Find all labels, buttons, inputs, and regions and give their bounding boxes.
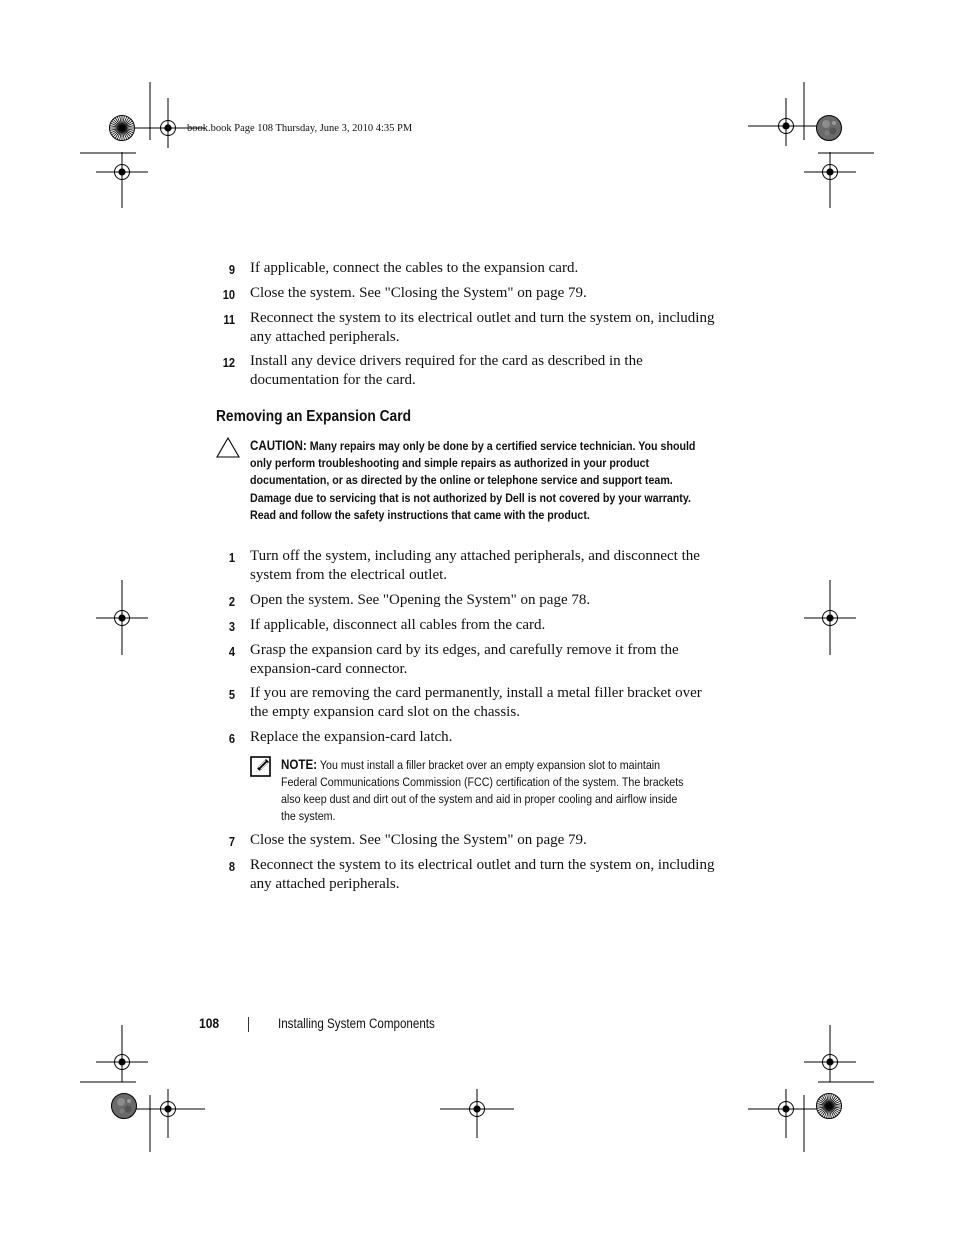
caution-notice [250, 437, 697, 524]
step-text: Close the system. See "Closing the System" on page 79. [250, 285, 587, 301]
step-text: If applicable, connect the cables to the expansion card. [250, 260, 579, 276]
step-number: 11 [223, 312, 235, 327]
caution-text: Many repairs may only be done by a certified service technician. You should only perform troubleshooting and simple repairs as authorized in your product documentation, or as directed by the online or telephone service and support team. Damage due to servicing that is not authorized by Dell is not covered by your warranty. Read and follow the safety instructions that came with the product. [250, 439, 696, 522]
note-notice [281, 756, 694, 825]
step-text: Open the system. See "Opening the System" on page 78. [250, 592, 591, 608]
step-text: Reconnect the system to its electrical outlet and turn the system on, including any attached peripherals. [250, 310, 715, 345]
step-text: If applicable, disconnect all cables from the card. [250, 617, 546, 633]
step-number: 5 [228, 687, 235, 702]
caution-label: CAUTION: [250, 438, 307, 453]
step-text: If you are removing the card permanently, install a metal filler bracket over the empty expansion card slot on the chassis. [250, 685, 702, 720]
step-number: 6 [228, 731, 235, 746]
step-number: 4 [228, 644, 235, 659]
step-number: 10 [222, 287, 235, 302]
step-number: 9 [228, 262, 235, 277]
caution-triangle-icon [215, 436, 241, 460]
slug-line: book.book Page 108 Thursday, June 3, 2010 4:35 PM [187, 123, 413, 134]
note-text: You must install a filler bracket over an empty expansion slot to maintain Federal Communications Commission (FCC) certification of the system. The brackets also keep dust and dirt out of the system and aid in proper cooling and airflow inside the system. [281, 758, 684, 823]
page-number: 108 [199, 1015, 220, 1031]
step-text: Grasp the expansion card by its edges, and carefully remove it from the expansion-card connector. [250, 642, 679, 677]
step-text: Turn off the system, including any attached peripherals, and disconnect the system from the electrical outlet. [250, 548, 700, 583]
step-number: 12 [222, 355, 235, 370]
footer-divider [248, 1017, 249, 1032]
step-text: Install any device drivers required for the card as described in the documentation for the card. [250, 353, 643, 388]
step-number: 2 [228, 594, 235, 609]
section-heading: Removing an Expansion Card [216, 408, 411, 425]
step-number: 8 [228, 859, 235, 874]
note-label: NOTE: [281, 757, 318, 772]
step-number: 3 [228, 619, 235, 634]
step-number: 1 [228, 550, 235, 565]
footer-section-title: Installing System Components [278, 1016, 435, 1031]
step-number: 7 [228, 834, 235, 849]
step-text: Replace the expansion-card latch. [250, 729, 453, 745]
step-text: Close the system. See "Closing the System" on page 79. [250, 832, 587, 848]
note-pencil-icon [250, 756, 272, 778]
step-text: Reconnect the system to its electrical outlet and turn the system on, including any attached peripherals. [250, 857, 715, 892]
